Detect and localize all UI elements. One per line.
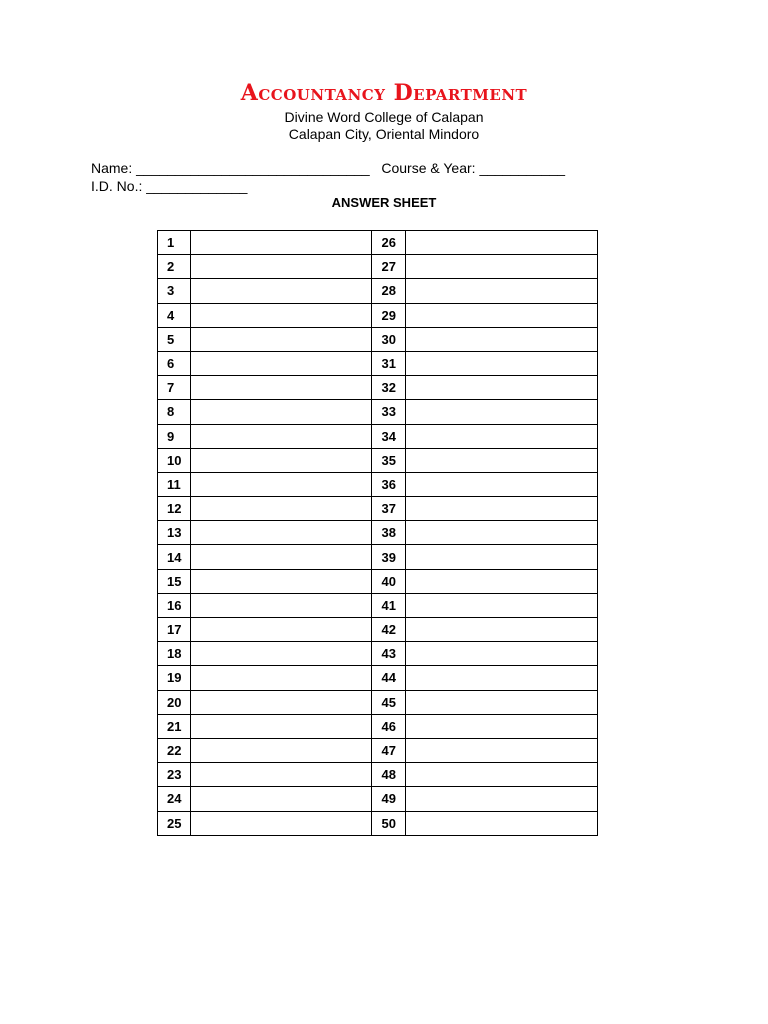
name-course-year-line: Name: ______________________________ Course & Year: ___________ (91, 160, 566, 176)
table-row (158, 763, 598, 787)
item-number: 16 (158, 593, 191, 617)
item-number: 36 (372, 472, 405, 496)
item-number: 5 (158, 327, 191, 351)
item-number: 44 (372, 666, 405, 690)
answer-box[interactable] (405, 787, 597, 811)
item-number: 41 (372, 593, 405, 617)
table-row (158, 738, 598, 762)
id-number-line: I.D. No.: _____________ (91, 178, 248, 194)
answer-box[interactable] (405, 569, 597, 593)
table-row (158, 690, 598, 714)
item-number: 35 (372, 448, 405, 472)
answer-table-body (158, 231, 598, 836)
table-row (158, 327, 598, 351)
answer-box[interactable] (405, 593, 597, 617)
answer-box[interactable] (405, 714, 597, 738)
item-number: 28 (372, 279, 405, 303)
table-row (158, 714, 598, 738)
item-number: 9 (158, 424, 191, 448)
item-number: 33 (372, 400, 405, 424)
answer-box[interactable] (405, 448, 597, 472)
item-number: 2 (158, 255, 191, 279)
item-number: 19 (158, 666, 191, 690)
answer-box[interactable] (405, 545, 597, 569)
item-number: 46 (372, 714, 405, 738)
item-number: 40 (372, 569, 405, 593)
answer-box[interactable] (405, 279, 597, 303)
answer-box[interactable] (405, 618, 597, 642)
item-number: 31 (372, 351, 405, 375)
answer-box[interactable] (405, 255, 597, 279)
answer-box[interactable] (191, 787, 372, 811)
table-row (158, 376, 598, 400)
item-number: 37 (372, 497, 405, 521)
item-number: 42 (372, 618, 405, 642)
answer-box[interactable] (405, 303, 597, 327)
item-number: 11 (158, 472, 191, 496)
answer-box[interactable] (191, 618, 372, 642)
item-number: 43 (372, 642, 405, 666)
table-row (158, 787, 598, 811)
table-row (158, 545, 598, 569)
table-row (158, 255, 598, 279)
answer-box[interactable] (405, 738, 597, 762)
answer-box[interactable] (191, 714, 372, 738)
item-number: 8 (158, 400, 191, 424)
answer-sheet-title: ANSWER SHEET (331, 195, 437, 210)
table-row (158, 351, 598, 375)
item-number: 18 (158, 642, 191, 666)
school-address: Calapan City, Oriental Mindoro (288, 126, 480, 142)
table-row (158, 231, 598, 255)
answer-box[interactable] (191, 231, 372, 255)
item-number: 32 (372, 376, 405, 400)
answer-box[interactable] (191, 521, 372, 545)
answer-box[interactable] (191, 472, 372, 496)
item-number: 4 (158, 303, 191, 327)
answer-box[interactable] (191, 763, 372, 787)
table-row (158, 569, 598, 593)
item-number: 27 (372, 255, 405, 279)
answer-box[interactable] (405, 424, 597, 448)
answer-box[interactable] (405, 376, 597, 400)
answer-box[interactable] (191, 690, 372, 714)
item-number: 24 (158, 787, 191, 811)
answer-box[interactable] (191, 448, 372, 472)
item-number: 23 (158, 763, 191, 787)
answer-box[interactable] (191, 738, 372, 762)
item-number: 49 (372, 787, 405, 811)
item-number: 1 (158, 231, 191, 255)
table-row (158, 666, 598, 690)
answer-box[interactable] (191, 255, 372, 279)
table-row (158, 642, 598, 666)
table-row (158, 279, 598, 303)
answer-box[interactable] (405, 811, 597, 835)
answer-box[interactable] (405, 497, 597, 521)
item-number: 6 (158, 351, 191, 375)
item-number: 39 (372, 545, 405, 569)
answer-box[interactable] (405, 400, 597, 424)
item-number: 50 (372, 811, 405, 835)
answer-box[interactable] (191, 351, 372, 375)
item-number: 7 (158, 376, 191, 400)
item-number: 26 (372, 231, 405, 255)
item-number: 29 (372, 303, 405, 327)
table-row (158, 448, 598, 472)
table-row (158, 811, 598, 835)
item-number: 22 (158, 738, 191, 762)
table-row (158, 424, 598, 448)
item-number: 20 (158, 690, 191, 714)
answer-box[interactable] (191, 545, 372, 569)
answer-box[interactable] (191, 424, 372, 448)
school-name: Divine Word College of Calapan (284, 109, 484, 125)
item-number: 13 (158, 521, 191, 545)
item-number: 30 (372, 327, 405, 351)
answer-box[interactable] (405, 642, 597, 666)
answer-box[interactable] (191, 642, 372, 666)
table-row (158, 521, 598, 545)
answer-box[interactable] (191, 593, 372, 617)
answer-box[interactable] (191, 376, 372, 400)
answer-box[interactable] (191, 497, 372, 521)
answer-box[interactable] (191, 569, 372, 593)
table-row (158, 303, 598, 327)
answer-box[interactable] (405, 327, 597, 351)
item-number: 38 (372, 521, 405, 545)
answer-box[interactable] (405, 472, 597, 496)
item-number: 47 (372, 738, 405, 762)
item-number: 10 (158, 448, 191, 472)
table-row (158, 400, 598, 424)
answer-box[interactable] (191, 666, 372, 690)
table-row (158, 472, 598, 496)
answer-box[interactable] (405, 666, 597, 690)
answer-table (157, 230, 598, 836)
answer-box[interactable] (191, 279, 372, 303)
table-row (158, 593, 598, 617)
item-number: 48 (372, 763, 405, 787)
answer-box[interactable] (405, 351, 597, 375)
item-number: 34 (372, 424, 405, 448)
item-number: 12 (158, 497, 191, 521)
item-number: 14 (158, 545, 191, 569)
item-number: 15 (158, 569, 191, 593)
answer-box[interactable] (191, 400, 372, 424)
answer-box[interactable] (191, 327, 372, 351)
department-title: Accountancy Department (240, 80, 528, 106)
item-number: 21 (158, 714, 191, 738)
answer-box[interactable] (191, 811, 372, 835)
item-number: 25 (158, 811, 191, 835)
answer-box[interactable] (405, 521, 597, 545)
table-row (158, 497, 598, 521)
answer-box[interactable] (191, 303, 372, 327)
answer-box[interactable] (405, 690, 597, 714)
answer-box[interactable] (405, 231, 597, 255)
table-row (158, 618, 598, 642)
item-number: 3 (158, 279, 191, 303)
item-number: 17 (158, 618, 191, 642)
answer-box[interactable] (405, 763, 597, 787)
item-number: 45 (372, 690, 405, 714)
